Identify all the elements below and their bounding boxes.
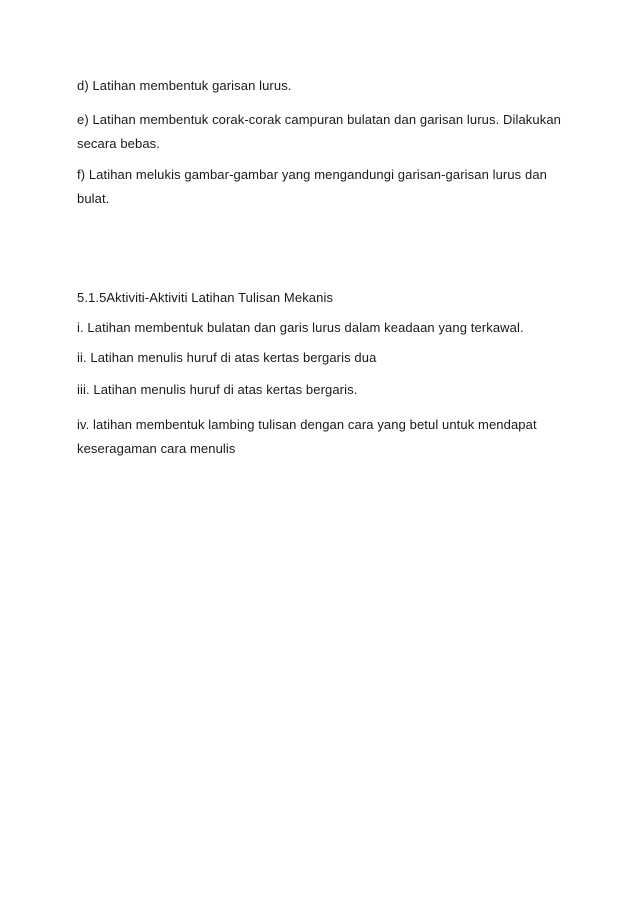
list-item-iii: iii. Latihan menulis huruf di atas kertas bergaris. (77, 382, 358, 397)
list-item-ii: ii. Latihan menulis huruf di atas kertas bergaris dua (77, 350, 377, 365)
list-item-f: f) Latihan melukis gambar-gambar yang mengandungi garisan-garisan lurus dan bulat. (77, 167, 547, 206)
section-heading: 5.1.5Aktiviti-Aktiviti Latihan Tulisan Mekanis (77, 290, 334, 305)
list-item-iv: iv. latihan membentuk lambing tulisan dengan cara yang betul untuk mendapat keseragaman cara menulis (77, 417, 537, 456)
list-item-d: d) Latihan membentuk garisan lurus. (77, 78, 292, 93)
list-item-e: e) Latihan membentuk corak-corak campuran bulatan dan garisan lurus. Dilakukan secara bebas. (77, 112, 562, 151)
list-item-i: i. Latihan membentuk bulatan dan garis lurus dalam keadaan yang terkawal. (77, 320, 524, 335)
